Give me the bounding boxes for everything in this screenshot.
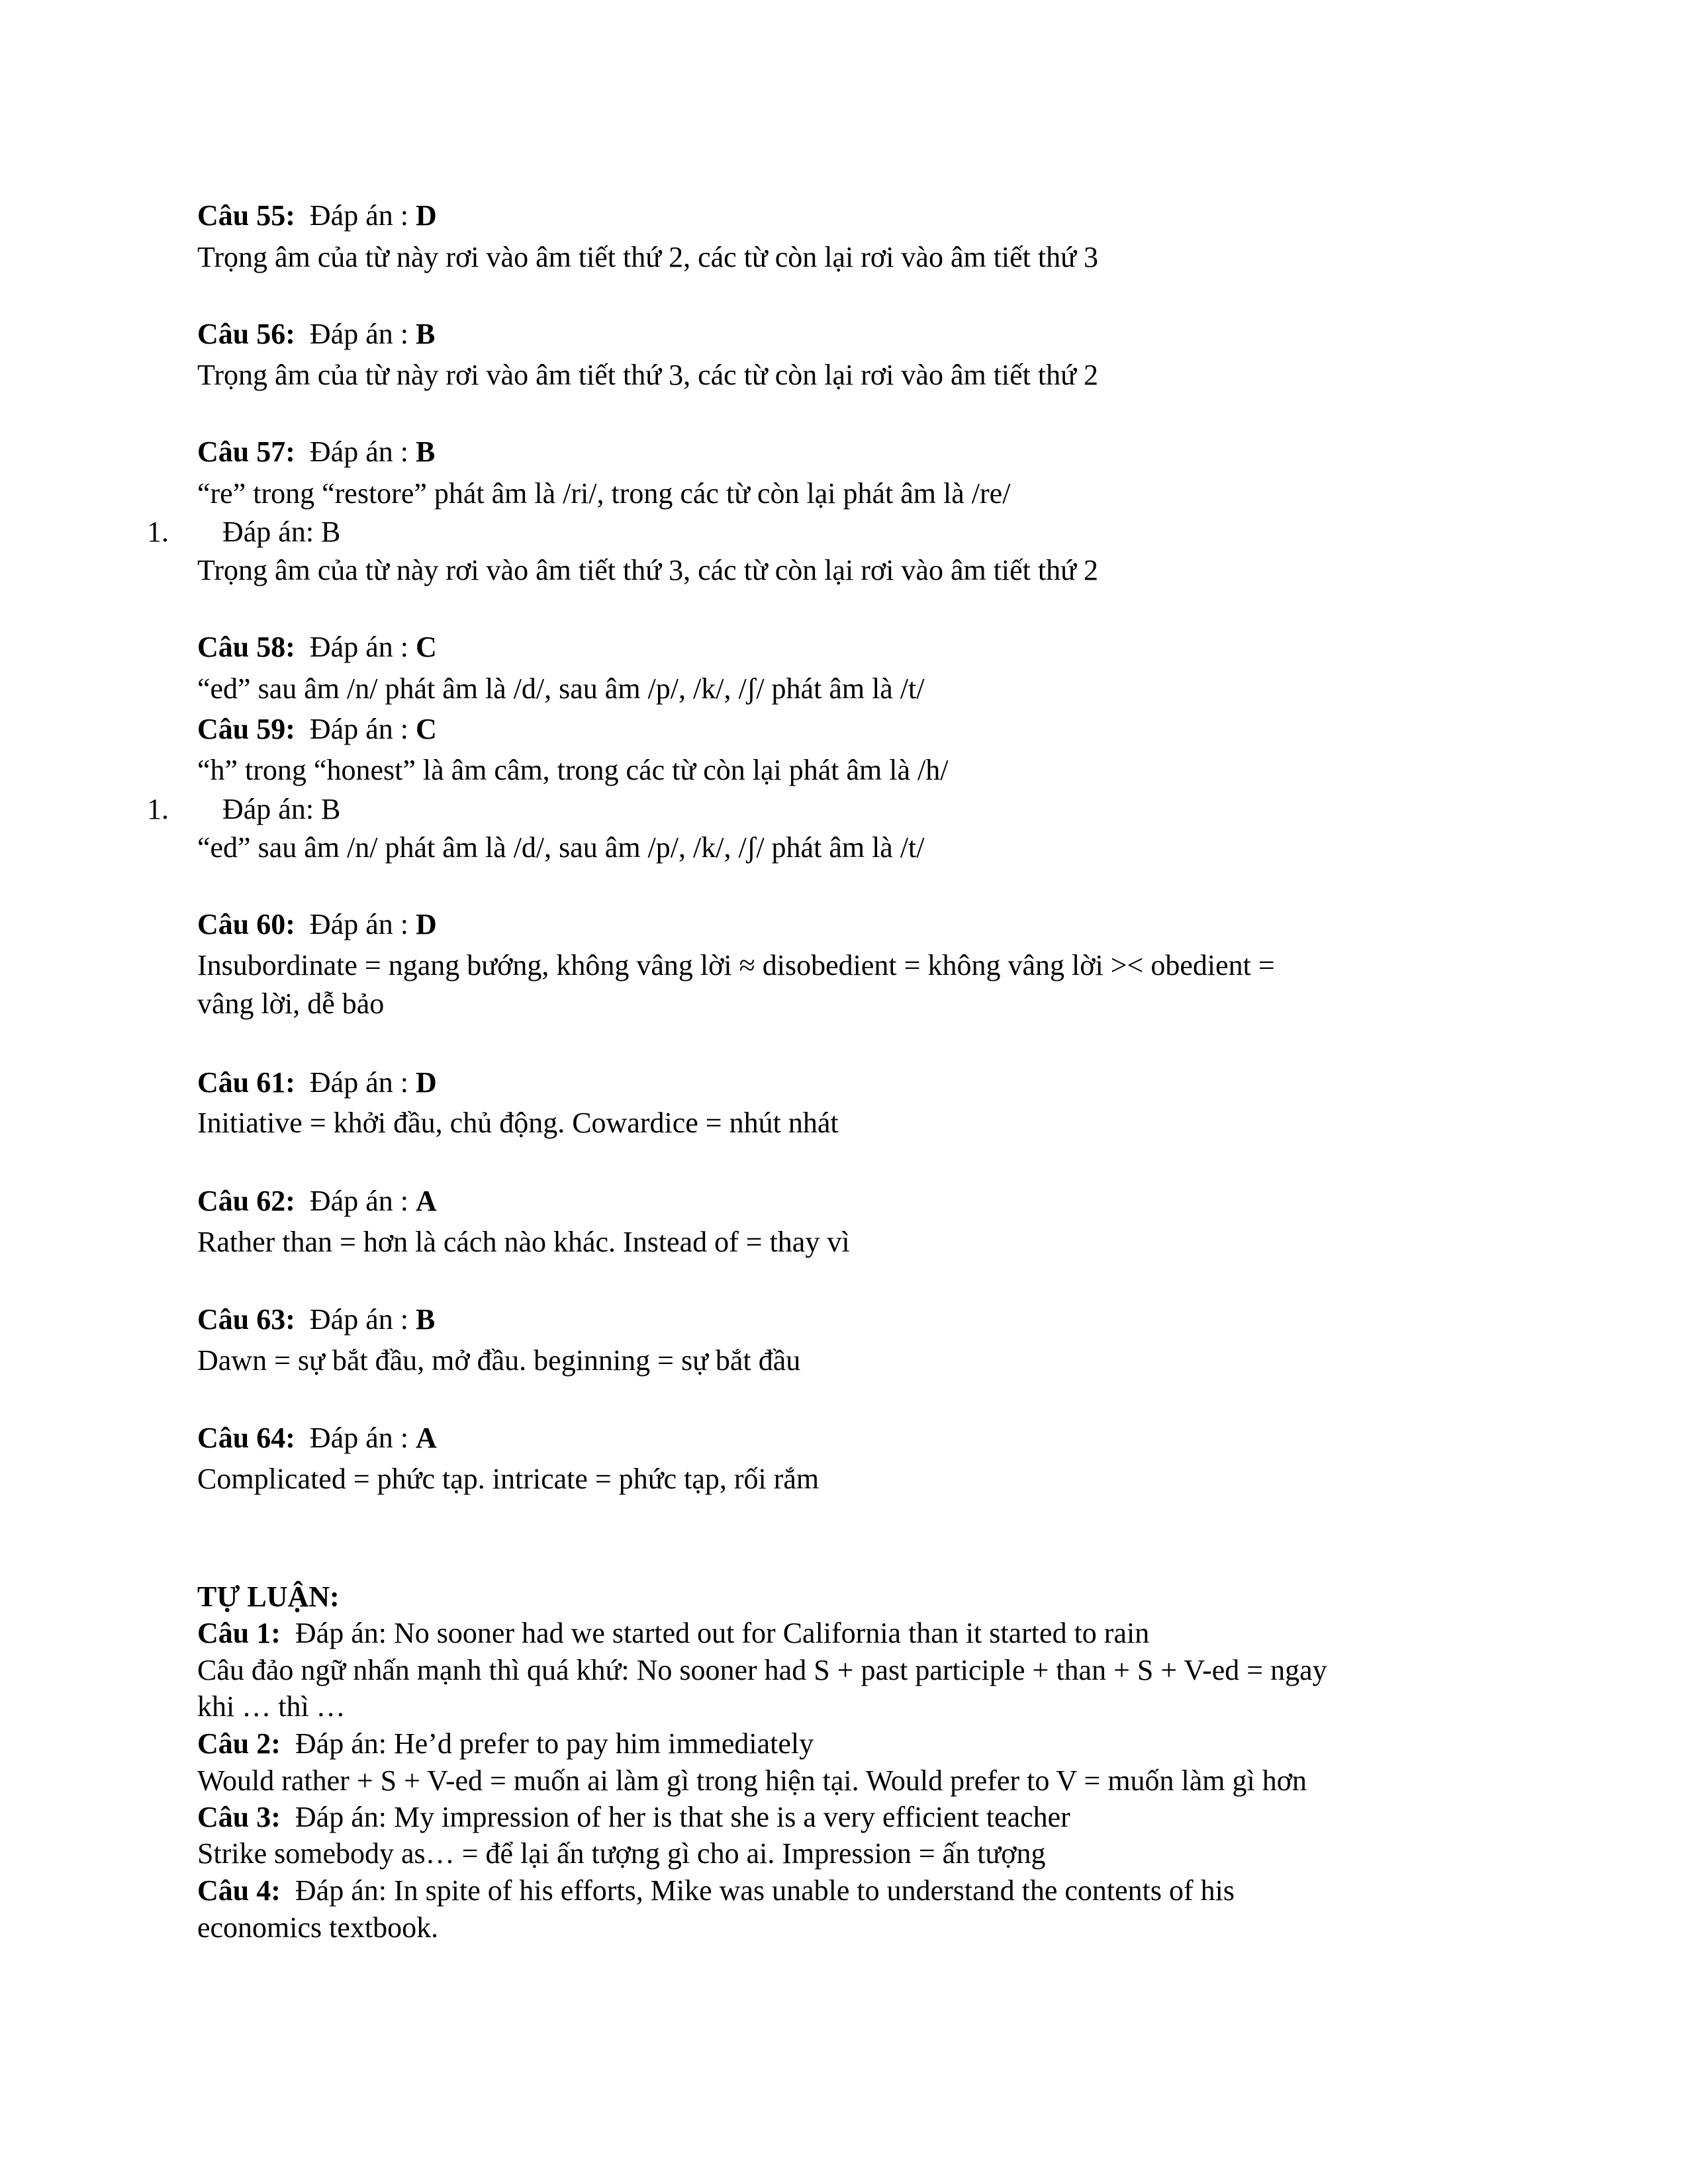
answer-letter: C <box>415 631 437 663</box>
answer-label: Đáp án : <box>309 631 408 663</box>
question-number: Câu 4: <box>197 1874 281 1907</box>
answer-letter: B <box>415 435 436 468</box>
answer-line-63 <box>197 1302 435 1338</box>
explanation-62: Rather than = hơn là cách nào khác. Instead of = thay vì <box>197 1226 850 1258</box>
essay-explanation-2: Would rather + S + V-ed = muốn ai làm gì trong hiện tại. Would prefer to V = muốn làm gì hơn <box>197 1764 1307 1797</box>
explanation-55: Trọng âm của từ này rơi vào âm tiết thứ 2, các từ còn lại rơi vào âm tiết thứ 3 <box>197 241 1098 273</box>
answer-label: Đáp án : <box>309 1066 408 1099</box>
answer-line-58 <box>197 629 437 665</box>
answer-label: Đáp án : <box>309 318 408 350</box>
essay-explanation-1: Câu đảo ngữ nhấn mạnh thì quá khứ: No sooner had S + past participle + than + S + V-ed = ngay <box>197 1654 1327 1686</box>
essay-explanation-3: Strike somebody as… = để lại ấn tượng gì cho ai. Impression = ấn tượng <box>197 1837 1046 1870</box>
question-number: Câu 59: <box>197 713 295 745</box>
essay-answer-text: Đáp án: He’d prefer to pay him immediately <box>295 1727 814 1760</box>
answer-letter: A <box>415 1185 437 1217</box>
essay-answer-1 <box>197 1615 1149 1651</box>
answer-letter: B <box>415 318 436 350</box>
numbered-answer: Đáp án: B <box>222 793 341 825</box>
list-marker: 1. <box>147 516 169 548</box>
list-marker: 1. <box>147 793 169 825</box>
answer-label: Đáp án : <box>309 713 408 745</box>
numbered-explanation: “ed” sau âm /n/ phát âm là /d/, sau âm /p/, /k/, /ʃ/ phát âm là /t/ <box>197 831 925 864</box>
explanation-59: “h” trong “honest” là âm câm, trong các từ còn lại phát âm là /h/ <box>197 754 949 786</box>
answer-line-55 <box>197 198 437 234</box>
answer-letter: D <box>415 908 437 940</box>
explanation-63: Dawn = sự bắt đầu, mở đầu. beginning = sự bắt đầu <box>197 1344 801 1377</box>
essay-answer-text: Đáp án: My impression of her is that she is a very efficient teacher <box>295 1801 1070 1833</box>
explanation-61: Initiative = khởi đầu, chủ động. Cowardice = nhút nhát <box>197 1107 839 1139</box>
question-number: Câu 64: <box>197 1422 295 1454</box>
essay-answer-text: Đáp án: In spite of his efforts, Mike was unable to understand the contents of his <box>295 1874 1235 1907</box>
explanation-57: “re” trong “restore” phát âm là /ri/, trong các từ còn lại phát âm là /re/ <box>197 477 1011 510</box>
essay-answer-3 <box>197 1799 1070 1835</box>
answer-line-57 <box>197 434 435 470</box>
explanation-64: Complicated = phức tạp. intricate = phức tạp, rối rắm <box>197 1463 820 1495</box>
question-number: Câu 62: <box>197 1185 295 1217</box>
question-number: Câu 57: <box>197 435 295 468</box>
question-number: Câu 63: <box>197 1303 295 1336</box>
essay-heading: TỰ LUẬN: <box>197 1580 340 1613</box>
answer-letter: A <box>415 1422 437 1454</box>
answer-label: Đáp án : <box>309 1185 408 1217</box>
explanation-58: “ed” sau âm /n/ phát âm là /d/, sau âm /p/, /k/, /ʃ/ phát âm là /t/ <box>197 672 925 705</box>
answer-line-56 <box>197 316 435 352</box>
answer-line-61 <box>197 1065 437 1101</box>
essay-answer-text: Đáp án: No sooner had we started out for California than it started to rain <box>295 1617 1150 1649</box>
question-number: Câu 2: <box>197 1727 281 1760</box>
answer-line-59 <box>197 711 437 747</box>
essay-explanation-1-cont: khi … thì … <box>197 1690 346 1723</box>
answer-label: Đáp án : <box>309 199 408 232</box>
answer-label: Đáp án : <box>309 908 408 940</box>
answer-label: Đáp án : <box>309 1303 408 1336</box>
essay-answer-4 <box>197 1873 1235 1909</box>
question-number: Câu 3: <box>197 1801 281 1833</box>
question-number: Câu 58: <box>197 631 295 663</box>
answer-line-64 <box>197 1420 437 1456</box>
explanation-60-cont: vâng lời, dễ bảo <box>197 987 385 1020</box>
answer-letter: B <box>415 1303 436 1336</box>
answer-line-60 <box>197 907 437 942</box>
question-number: Câu 60: <box>197 908 295 940</box>
answer-label: Đáp án : <box>309 1422 408 1454</box>
answer-label: Đáp án : <box>309 435 408 468</box>
explanation-56: Trọng âm của từ này rơi vào âm tiết thứ 3, các từ còn lại rơi vào âm tiết thứ 2 <box>197 359 1098 391</box>
answer-letter: C <box>415 713 437 745</box>
answer-letter: D <box>415 199 437 232</box>
numbered-explanation: Trọng âm của từ này rơi vào âm tiết thứ 3, các từ còn lại rơi vào âm tiết thứ 2 <box>197 554 1098 586</box>
explanation-60: Insubordinate = ngang bướng, không vâng lời ≈ disobedient = không vâng lời >< obedient = <box>197 949 1275 981</box>
question-number: Câu 61: <box>197 1066 295 1099</box>
essay-answer-2 <box>197 1726 814 1762</box>
question-number: Câu 55: <box>197 199 295 232</box>
answer-letter: D <box>415 1066 437 1099</box>
answer-line-62 <box>197 1183 437 1219</box>
essay-answer-4-cont: economics textbook. <box>197 1911 439 1944</box>
numbered-answer: Đáp án: B <box>222 516 341 548</box>
question-number: Câu 56: <box>197 318 295 350</box>
question-number: Câu 1: <box>197 1617 281 1649</box>
